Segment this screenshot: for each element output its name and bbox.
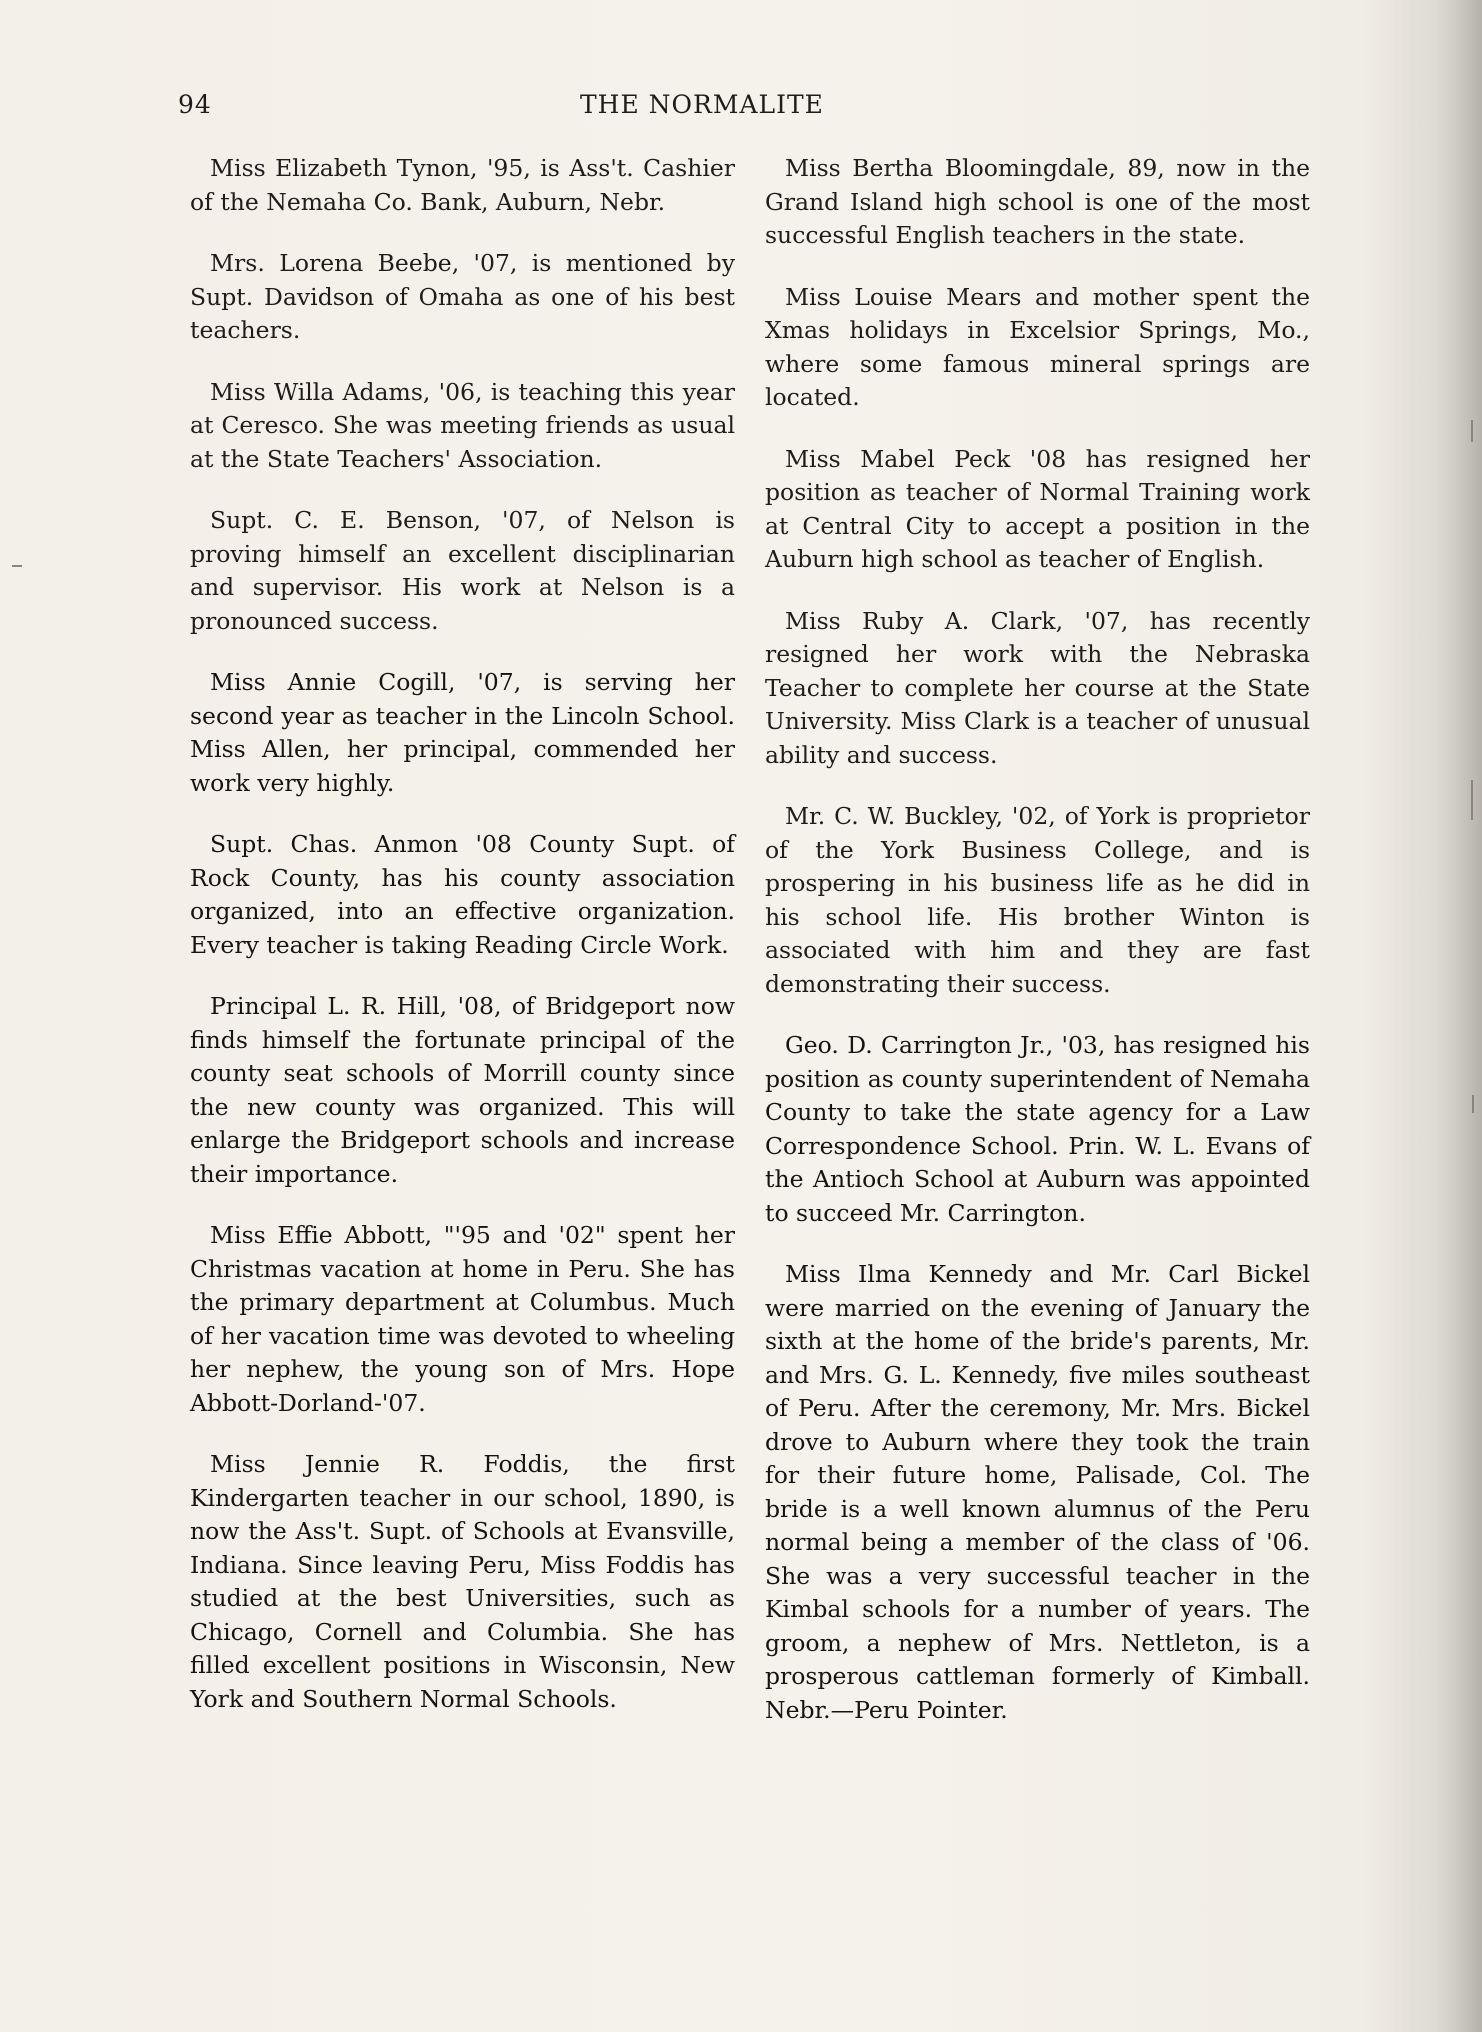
news-item: Miss Effie Abbott, "'95 and '02" spent her Christmas vacation at home in Peru. She has the primary department at Columbus. Much of her vacation time was devoted to wheeling her nephew, the young son of Mrs. Hope Abbott-Dorland-'07. (190, 1221, 735, 1417)
news-item: Principal L. R. Hill, '08, of Bridgeport now finds himself the fortunate principal of the county seat schools of Morrill county since the new county was organized. This will enlarge the Bridgeport schools and increase their importance. (190, 992, 735, 1188)
news-item: Miss Ruby A. Clark, '07, has recently resigned her work with the Nebraska Teacher to complete her course at the State University. Miss Clark is a teacher of unusual ability and success. (765, 606, 1310, 769)
news-item: Miss Willa Adams, '06, is teaching this year at Ceresco. She was meeting friends as usual at the State Teachers' Association. (190, 377, 735, 473)
page-edge-shadow (1436, 0, 1482, 2032)
news-item: Supt. C. E. Benson, '07, of Nelson is proving himself an excellent disciplinarian and supervisor. His work at Nelson is a pronounced success. (190, 506, 735, 635)
news-item: Miss Jennie R. Foddis, the first Kindergarten teacher in our school, 1890, is now the Ass't. Supt. of Schools at Evansville, Indiana. Since leaving Peru, Miss Foddis has studied at the best Universities, such as Chicago, Cornell and Columbia. She has filled excellent positions in Wisconsin, New York and Southern Normal Schools. (190, 1450, 735, 1713)
news-item: Miss Ilma Kennedy and Mr. Carl Bickel were married on the evening of January the sixth at the home of the bride's parents, Mr. and Mrs. G. L. Kennedy, five miles southeast of Peru. After the ceremony, Mr. Mrs. Bickel drove to Auburn where they took the train for their future home, Palisade, Col. The bride is a well known alumnus of the Peru normal being a member of the class of '06. She was a very successful teacher in the Kimbal schools for a number of years. The groom, a nephew of Mrs. Nettleton, is a prosperous cattleman formerly of Kimball. Nebr.—Peru Pointer. (765, 1260, 1310, 1724)
page-header (0, 90, 1482, 130)
margin-mark (1471, 420, 1473, 442)
news-item: Miss Mabel Peck '08 has resigned her position as teacher of Normal Training work at Central City to accept a position in the Auburn high school as teacher of English. (765, 444, 1310, 573)
news-item: Mr. C. W. Buckley, '02, of York is proprietor of the York Business College, and is prospering in his business life as he did in his school life. His brother Winton is associated with him and they are fast demonstrating their success. (765, 802, 1310, 998)
news-item: Miss Annie Cogill, '07, is serving her second year as teacher in the Lincoln School. Miss Allen, her principal, commended her work very highly. (190, 668, 735, 797)
page-number: 94 (178, 90, 212, 119)
news-item: Supt. Chas. Anmon '08 County Supt. of Rock County, has his county association organized, into an effective organization. Every teacher is taking Reading Circle Work. (190, 830, 735, 959)
right-column (765, 152, 1310, 1755)
left-column (190, 152, 735, 1744)
margin-mark (12, 565, 22, 567)
margin-mark (1472, 1095, 1474, 1113)
news-item: Miss Louise Mears and mother spent the Xmas holidays in Excelsior Springs, Mo., where some famous mineral springs are located. (765, 282, 1310, 411)
news-item: Mrs. Lorena Beebe, '07, is mentioned by Supt. Davidson of Omaha as one of his best teachers. (190, 249, 735, 344)
news-item: Geo. D. Carrington Jr., '03, has resigned his position as county superintendent of Nemaha County to take the state agency for a Law Correspondence School. Prin. W. L. Evans of the Antioch School at Auburn was appointed to succeed Mr. Carrington. (765, 1031, 1310, 1227)
journal-title: THE NORMALITE (580, 90, 824, 119)
news-item: Miss Bertha Bloomingdale, 89, now in the Grand Island high school is one of the most successful English teachers in the state. (765, 154, 1310, 249)
news-item: Miss Elizabeth Tynon, '95, is Ass't. Cashier of the Nemaha Co. Bank, Auburn, Nebr. (190, 154, 735, 216)
margin-mark (1471, 780, 1473, 820)
